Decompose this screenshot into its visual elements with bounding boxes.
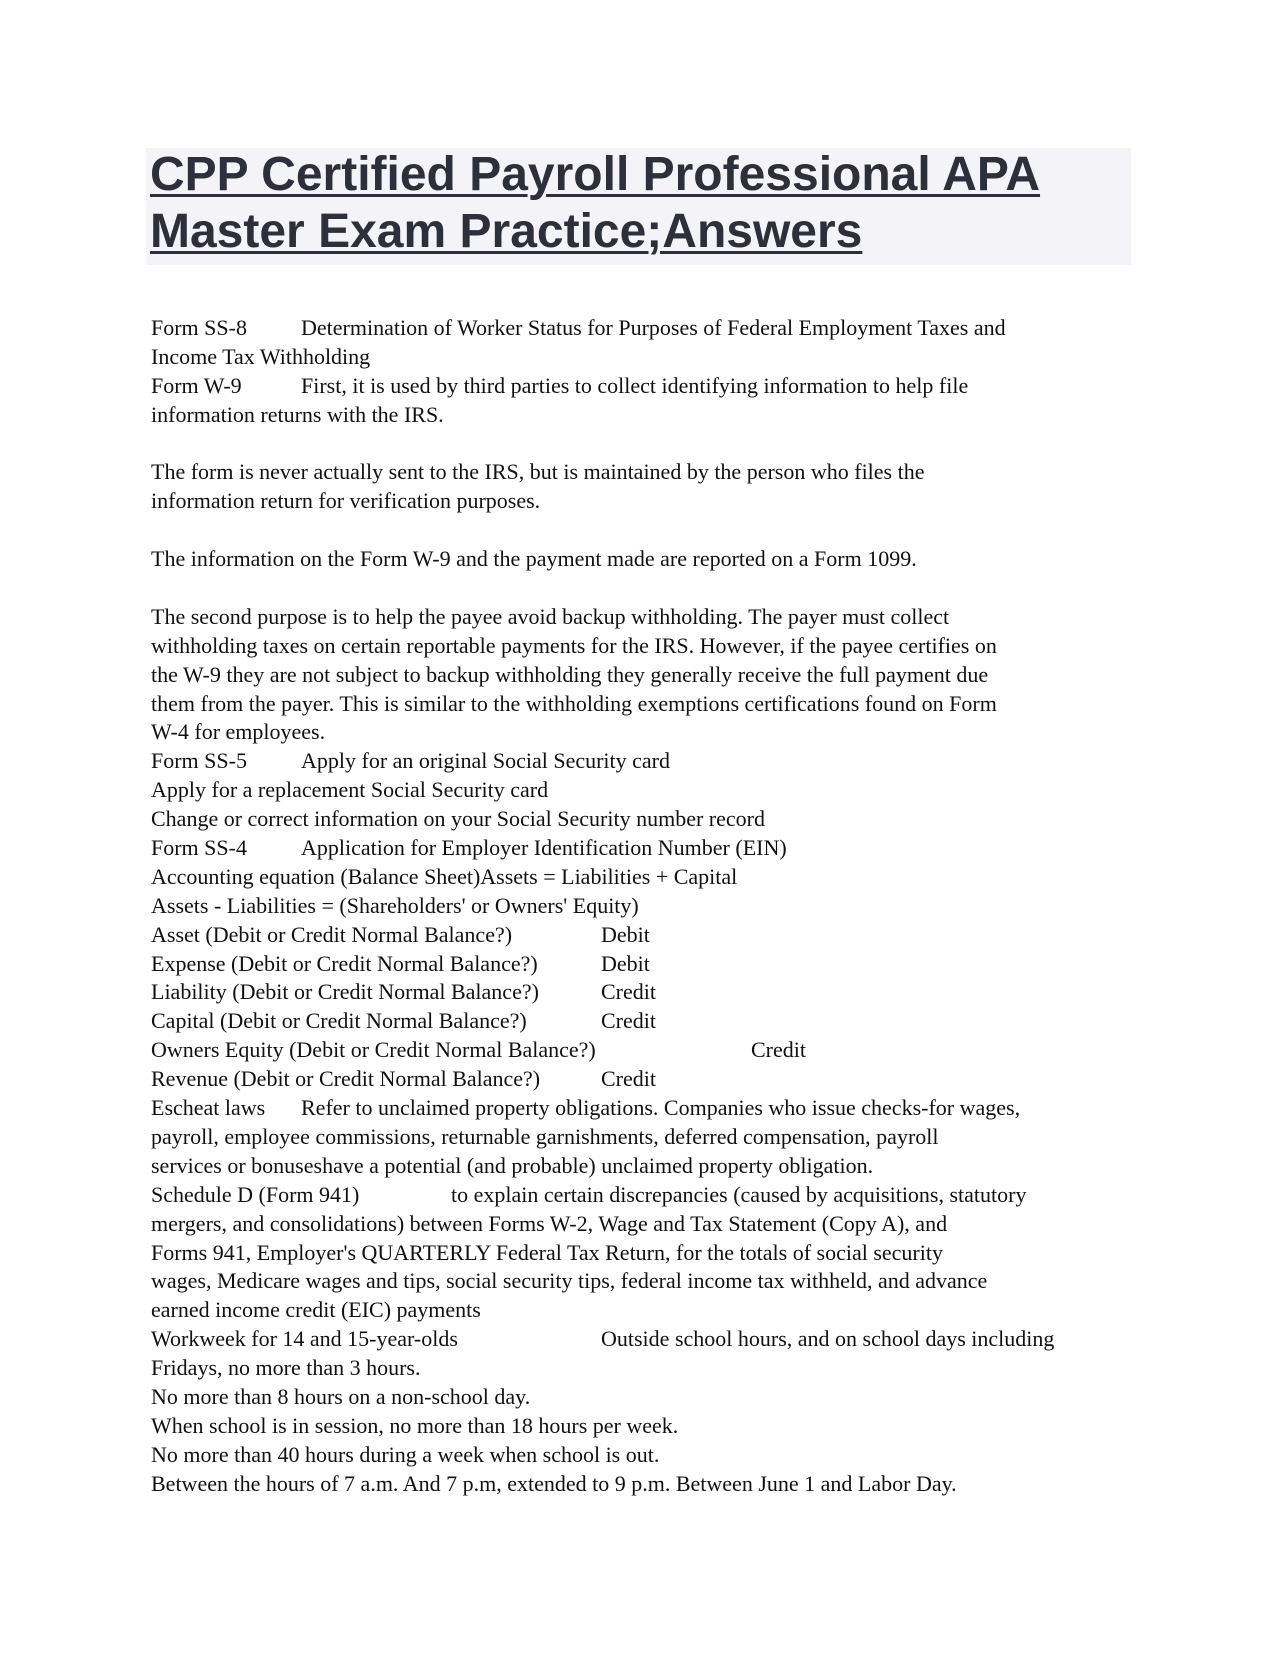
text-line bbox=[151, 1123, 1141, 1152]
text-line bbox=[151, 487, 1141, 516]
line-text: mergers, and consolidations) between Forms W-2, Wage and Tax Statement (Copy A), and bbox=[151, 1210, 948, 1236]
blank-line bbox=[151, 574, 1141, 603]
text-line bbox=[151, 1152, 1141, 1181]
term: Revenue (Debit or Credit Normal Balance?) bbox=[151, 1066, 541, 1092]
term-definition-line bbox=[151, 314, 1141, 343]
text-line bbox=[151, 661, 1141, 690]
text-line bbox=[151, 1354, 1141, 1383]
text-line bbox=[151, 401, 1141, 430]
term: Expense (Debit or Credit Normal Balance?) bbox=[151, 950, 538, 976]
text-line bbox=[151, 1210, 1141, 1239]
term: Form SS-5 bbox=[151, 748, 247, 774]
line-text: No more than 40 hours during a week when school is out. bbox=[151, 1441, 660, 1467]
line-text: withholding taxes on certain reportable payments for the IRS. However, if the payee certifies on bbox=[151, 632, 997, 658]
text-line bbox=[151, 690, 1141, 719]
blank-line bbox=[151, 430, 1141, 459]
term: Form W-9 bbox=[151, 372, 242, 398]
text-line bbox=[151, 863, 1141, 892]
definition: Determination of Worker Status for Purposes of Federal Employment Taxes and bbox=[301, 315, 1006, 340]
term-definition-line bbox=[151, 1094, 1141, 1123]
line-text: services or bonuseshave a potential (and probable) unclaimed property obligation. bbox=[151, 1152, 874, 1178]
document-title bbox=[150, 146, 1130, 260]
line-text: the W-9 they are not subject to backup withholding they generally receive the full payment due bbox=[151, 661, 989, 687]
line-text: information returns with the IRS. bbox=[151, 401, 444, 427]
line-text: Assets - Liabilities = (Shareholders' or Owners' Equity) bbox=[151, 892, 639, 918]
text-line bbox=[151, 776, 1141, 805]
line-text: Apply for a replacement Social Security card bbox=[151, 777, 549, 803]
text-line bbox=[151, 603, 1141, 632]
line-text: The second purpose is to help the payee avoid backup withholding. The payer must collect bbox=[151, 603, 950, 629]
text-line bbox=[151, 718, 1141, 747]
term: Owners Equity (Debit or Credit Normal Balance?) bbox=[151, 1037, 596, 1063]
text-line bbox=[151, 805, 1141, 834]
text-line bbox=[151, 545, 1141, 574]
term: Escheat laws bbox=[151, 1095, 266, 1121]
term-definition-line bbox=[151, 834, 1141, 863]
term: Form SS-8 bbox=[151, 315, 247, 340]
text-line bbox=[151, 1412, 1141, 1441]
text-line bbox=[151, 1441, 1141, 1470]
term-definition-line bbox=[151, 372, 1141, 401]
text-line bbox=[151, 1267, 1141, 1296]
line-text: The information on the Form W-9 and the payment made are reported on a Form 1099. bbox=[151, 546, 917, 572]
term-definition-line bbox=[151, 1007, 1141, 1036]
definition: Apply for an original Social Security card bbox=[301, 748, 671, 774]
line-text: wages, Medicare wages and tips, social security tips, federal income tax withheld, and advance bbox=[151, 1268, 988, 1294]
text-line bbox=[151, 632, 1141, 661]
term: Workweek for 14 and 15-year-olds bbox=[151, 1326, 458, 1352]
term-definition-line bbox=[151, 747, 1141, 776]
text-line bbox=[151, 1383, 1141, 1412]
term-definition-line bbox=[151, 921, 1141, 950]
definition: Credit bbox=[601, 979, 656, 1005]
term-definition-line bbox=[151, 978, 1141, 1007]
definition: Refer to unclaimed property obligations. Companies who issue checks-for wages, bbox=[301, 1095, 1021, 1121]
line-text: No more than 8 hours on a non-school day. bbox=[151, 1383, 531, 1409]
line-text: payroll, employee commissions, returnable garnishments, deferred compensation, payroll bbox=[151, 1123, 939, 1149]
term: Schedule D (Form 941) bbox=[151, 1181, 360, 1207]
definition: Outside school hours, and on school days including bbox=[601, 1326, 1055, 1352]
text-line bbox=[151, 458, 1141, 487]
term-definition-line bbox=[151, 1065, 1141, 1094]
line-text: Accounting equation (Balance Sheet)Assets = Liabilities + Capital bbox=[151, 863, 738, 889]
term: Capital (Debit or Credit Normal Balance?) bbox=[151, 1008, 527, 1034]
text-line bbox=[151, 343, 1141, 372]
definition: Credit bbox=[751, 1037, 806, 1063]
definition: Credit bbox=[601, 1008, 656, 1034]
definition: First, it is used by third parties to collect identifying information to help file bbox=[301, 372, 969, 398]
term: Liability (Debit or Credit Normal Balance?) bbox=[151, 979, 539, 1005]
term: Asset (Debit or Credit Normal Balance?) bbox=[151, 921, 513, 947]
text-line bbox=[151, 1296, 1141, 1325]
title-line: CPP Certified Payroll Professional APA bbox=[150, 148, 1041, 201]
line-text: W-4 for employees. bbox=[151, 719, 326, 745]
definition: Debit bbox=[601, 921, 650, 947]
line-text: Change or correct information on your Social Security number record bbox=[151, 806, 765, 832]
line-text: When school is in session, no more than 18 hours per week. bbox=[151, 1412, 679, 1438]
line-text: Fridays, no more than 3 hours. bbox=[151, 1355, 421, 1381]
line-text: Forms 941, Employer's QUARTERLY Federal Tax Return, for the totals of social security bbox=[151, 1239, 943, 1265]
line-text: them from the payer. This is similar to the withholding exemptions certifications found on Form bbox=[151, 690, 997, 716]
line-text: Between the hours of 7 a.m. And 7 p.m, extended to 9 p.m. Between June 1 and Labor Day. bbox=[151, 1470, 957, 1496]
text-line bbox=[151, 892, 1141, 921]
term-definition-line bbox=[151, 950, 1141, 979]
definition: to explain certain discrepancies (caused by acquisitions, statutory bbox=[451, 1181, 1027, 1207]
document-body bbox=[151, 314, 1141, 1499]
definition: Application for Employer Identification Number (EIN) bbox=[301, 835, 787, 861]
term: Form SS-4 bbox=[151, 835, 247, 861]
title-line: Master Exam Practice;Answers bbox=[150, 205, 863, 258]
definition: Credit bbox=[601, 1066, 656, 1092]
line-text: information return for verification purposes. bbox=[151, 488, 541, 514]
term-definition-line bbox=[151, 1181, 1141, 1210]
blank-line bbox=[151, 516, 1141, 545]
text-line bbox=[151, 1470, 1141, 1499]
term-definition-line bbox=[151, 1036, 1141, 1065]
text-line bbox=[151, 1239, 1141, 1268]
line-text: Income Tax Withholding bbox=[151, 343, 371, 369]
line-text: The form is never actually sent to the IRS, but is maintained by the person who files the bbox=[151, 459, 925, 485]
term-definition-line bbox=[151, 1325, 1141, 1354]
definition: Debit bbox=[601, 950, 650, 976]
line-text: earned income credit (EIC) payments bbox=[151, 1297, 481, 1323]
